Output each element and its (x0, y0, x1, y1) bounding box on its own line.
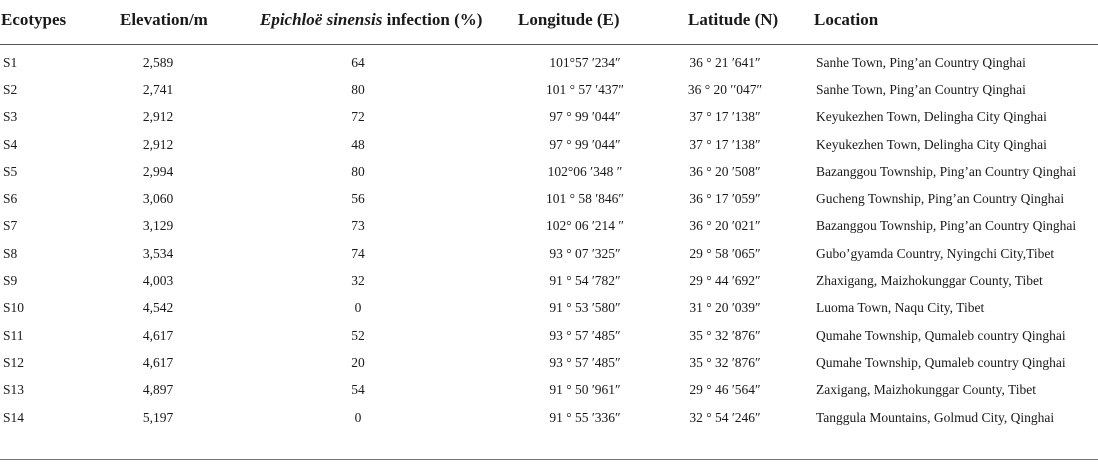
cell-infection: 74 (351, 245, 365, 261)
cell-elevation: 2,741 (142, 81, 174, 97)
cell-ecotype: S7 (3, 218, 18, 234)
cell-longitude: 97 ° 99 ′044″ (549, 136, 621, 152)
cell-location: Qumahe Township, Qumaleb country Qinghai (816, 354, 1066, 370)
cell-infection: 72 (351, 109, 365, 125)
header-latitude: Latitude (N) (662, 0, 784, 45)
cell-longitude: 93 ° 57 ′485″ (549, 354, 621, 370)
cell-ecotype: S3 (3, 109, 18, 125)
cell-infection: 73 (351, 218, 365, 234)
cell-longitude: 101 ° 57 ′437″ (545, 81, 625, 97)
header-ecotypes: Ecotypes (0, 0, 108, 45)
cell-latitude: 31 ° 20 ′039″ (689, 300, 761, 316)
cell-infection: 48 (351, 136, 365, 152)
cell-elevation: 4,003 (142, 273, 174, 289)
cell-ecotype: S10 (3, 300, 25, 316)
cell-longitude: 97 ° 99 ′044″ (549, 109, 621, 125)
cell-elevation: 2,912 (142, 136, 174, 152)
cell-ecotype: S4 (3, 136, 18, 152)
cell-elevation: 4,897 (142, 382, 174, 398)
table-row (0, 76, 1098, 103)
cell-elevation: 4,617 (142, 354, 174, 370)
cell-latitude: 35 ° 32 ′876″ (689, 354, 761, 370)
cell-latitude: 29 ° 44 ′692″ (689, 273, 761, 289)
cell-elevation: 2,912 (142, 109, 174, 125)
table-row (0, 377, 1098, 404)
cell-location: Tanggula Mountains, Golmud City, Qinghai (816, 409, 1055, 425)
cell-location: Zaxigang, Maizhokunggar County, Tibet (816, 382, 1036, 398)
cell-longitude: 102°06 ′348 ″ (547, 163, 623, 179)
cell-infection: 80 (351, 163, 365, 179)
cell-ecotype: S11 (3, 327, 24, 343)
cell-elevation: 3,534 (142, 245, 174, 261)
cell-location: Gubo’gyamda Country, Nyingchi City,Tibet (816, 245, 1055, 261)
cell-ecotype: S1 (3, 54, 18, 70)
cell-latitude: 35 ° 32 ′876″ (689, 327, 761, 343)
table-row (0, 349, 1098, 376)
table-bottom-rule (0, 459, 1098, 460)
cell-location: Bazanggou Township, Ping’an Country Qinghai (816, 218, 1077, 234)
cell-latitude: 32 ° 54 ′246″ (689, 409, 761, 425)
cell-location: Luoma Town, Naqu City, Tibet (816, 300, 985, 316)
header-elevation: Elevation/m (108, 0, 238, 45)
cell-infection: 20 (351, 354, 365, 370)
cell-infection: 64 (351, 54, 365, 70)
cell-longitude: 102° 06 ′214 ″ (545, 218, 625, 234)
cell-ecotype: S9 (3, 273, 18, 289)
cell-infection: 0 (354, 409, 362, 425)
cell-longitude: 101°57 ′234″ (549, 54, 621, 70)
cell-ecotype: S6 (3, 191, 18, 207)
table-header-row (0, 0, 1098, 45)
table-row (0, 404, 1098, 431)
cell-location: Gucheng Township, Ping’an Country Qinghai (816, 191, 1065, 207)
cell-ecotype: S5 (3, 163, 18, 179)
cell-latitude: 36 ° 21 ′641″ (689, 54, 761, 70)
cell-latitude: 37 ° 17 ′138″ (689, 109, 761, 125)
cell-longitude: 93 ° 07 ′325″ (549, 245, 621, 261)
table-row (0, 45, 1098, 77)
header-infection-suffix: infection (%) (382, 10, 483, 29)
cell-infection: 0 (354, 300, 362, 316)
cell-latitude: 29 ° 58 ′065″ (689, 245, 761, 261)
cell-elevation: 3,129 (142, 218, 174, 234)
cell-ecotype: S13 (3, 382, 25, 398)
cell-ecotype: S14 (3, 409, 25, 425)
table-row (0, 295, 1098, 322)
header-infection (238, 0, 494, 45)
cell-longitude: 93 ° 57 ′485″ (549, 327, 621, 343)
cell-location: Keyukezhen Town, Delingha City Qinghai (816, 136, 1047, 152)
cell-infection: 56 (351, 191, 365, 207)
header-longitude: Longitude (E) (494, 0, 662, 45)
table-row (0, 322, 1098, 349)
cell-infection: 54 (351, 382, 365, 398)
table-body (0, 45, 1098, 432)
cell-latitude: 36 ° 20 ′508″ (689, 163, 761, 179)
header-location: Location (784, 0, 1098, 45)
cell-infection: 80 (351, 81, 365, 97)
cell-longitude: 91 ° 50 ′961″ (549, 382, 621, 398)
cell-location: Keyukezhen Town, Delingha City Qinghai (816, 109, 1047, 125)
cell-location: Zhaxigang, Maizhokunggar County, Tibet (816, 273, 1043, 289)
cell-latitude: 37 ° 17 ′138″ (689, 136, 761, 152)
cell-ecotype: S12 (3, 354, 25, 370)
cell-ecotype: S8 (3, 245, 18, 261)
cell-elevation: 5,197 (142, 409, 174, 425)
cell-longitude: 91 ° 55 ′336″ (549, 409, 621, 425)
cell-latitude: 36 ° 17 ′059″ (689, 191, 761, 207)
cell-location: Sanhe Town, Ping’an Country Qinghai (816, 54, 1026, 70)
cell-elevation: 2,994 (142, 163, 174, 179)
cell-longitude: 91 ° 53 ′580″ (549, 300, 621, 316)
cell-latitude: 36 ° 20 ′021″ (689, 218, 761, 234)
cell-elevation: 3,060 (142, 191, 174, 207)
cell-infection: 52 (351, 327, 365, 343)
table-row (0, 240, 1098, 267)
cell-longitude: 91 ° 54 ′782″ (549, 273, 621, 289)
cell-latitude: 29 ° 46 ′564″ (689, 382, 761, 398)
cell-location: Bazanggou Township, Ping’an Country Qinghai (816, 163, 1077, 179)
header-infection-species: Epichloë sinensis (260, 10, 383, 29)
cell-longitude: 101 ° 58 ′846″ (545, 191, 625, 207)
cell-elevation: 4,542 (142, 300, 174, 316)
cell-elevation: 2,589 (142, 54, 174, 70)
cell-ecotype: S2 (3, 81, 18, 97)
table-row (0, 267, 1098, 294)
cell-elevation: 4,617 (142, 327, 174, 343)
table-row (0, 104, 1098, 131)
table-row (0, 131, 1098, 158)
cell-infection: 32 (351, 273, 365, 289)
table-row (0, 185, 1098, 212)
cell-location: Qumahe Township, Qumaleb country Qinghai (816, 327, 1066, 343)
cell-latitude: 36 ° 20 ′′047″ (687, 81, 763, 97)
cell-location: Sanhe Town, Ping’an Country Qinghai (816, 81, 1026, 97)
table-row (0, 158, 1098, 185)
table-row (0, 213, 1098, 240)
